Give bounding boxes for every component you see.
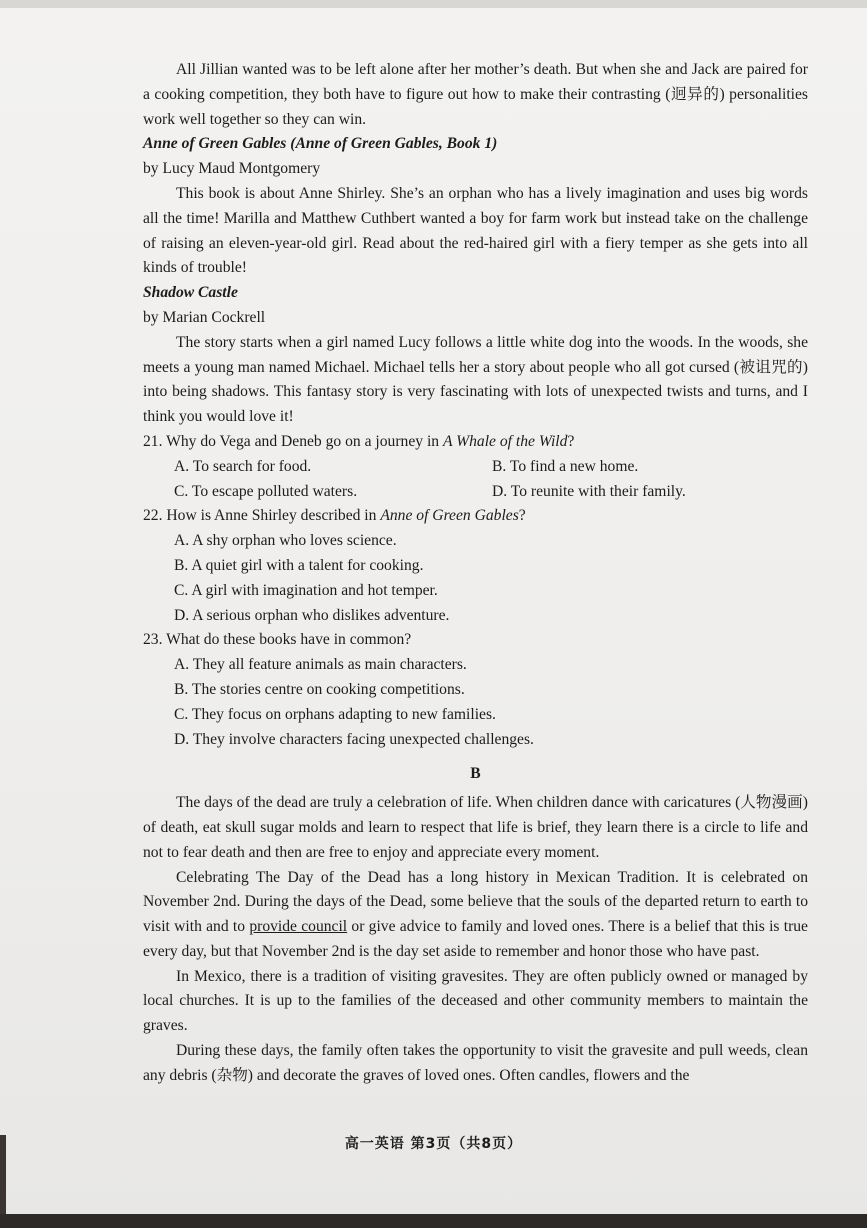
option-b: B. The stories centre on cooking competitions. xyxy=(174,680,465,698)
paragraph: During these days, the family often takes the opportunity to visit the gravesite and pull weeds, clean any debris (杂物) and decorate the graves of loved ones. Often candles, flowers and the xyxy=(143,1042,808,1084)
stem-text: 21. Why do Vega and Deneb go on a journey in xyxy=(143,432,443,450)
question-23-stem: 23. What do these books have in common? xyxy=(143,631,412,649)
paragraph: The days of the dead are truly a celebration of life. When children dance with caricatures (人物漫画) of death, eat skull sugar molds and learn to respect that life is brief, they learn there is a circle to life and not to fear death and then are free to enjoy and appreciate every moment. xyxy=(143,794,808,861)
option-a: A. They all feature animals as main characters. xyxy=(174,656,467,674)
question-21-stem xyxy=(143,430,808,455)
section-heading: B xyxy=(470,765,481,783)
underlined-phrase: provide council xyxy=(249,918,348,936)
book-description: This book is about Anne Shirley. She’s an orphan who has a lively imagination and uses big words all the time! Marilla and Matthew Cuthbert wanted a boy for farm work but instead take on the challenge of raising an eleven-year-old girl. Read about the red-haired girl with a fiery temper as she gets into all kinds of trouble! xyxy=(143,184,808,277)
scan-top-edge xyxy=(0,0,867,8)
stem-end: ? xyxy=(567,432,575,450)
paragraph: In Mexico, there is a tradition of visiting gravesites. They are often publicly owned or managed by local churches. It is up to the families of the deceased and other community members to maintain the graves. xyxy=(143,967,808,1035)
book-description: The story starts when a girl named Lucy follows a little white dog into the woods. In the woods, she meets a young man named Michael. Michael tells her a story about people who all got cursed (被诅咒的) into being shadows. This fantasy story is very fascinating with lots of unexpected twists and turns, and I think you would love it! xyxy=(143,333,808,426)
paragraph xyxy=(143,866,808,965)
option-d: D. To reunite with their family. xyxy=(492,482,686,500)
stem-book-title: Anne of Green Gables xyxy=(380,507,519,525)
page-footer: 高一英语 第3页（共8页） xyxy=(344,1136,523,1152)
option-d: D. A serious orphan who dislikes adventure. xyxy=(174,606,450,624)
option-a: A. A shy orphan who loves science. xyxy=(174,532,397,550)
paragraph: All Jillian wanted was to be left alone after her mother’s death. But when she and Jack are paired for a cooking competition, they both have to figure out how to make their contrasting (迥异的) personalities work well together so they can win. xyxy=(143,61,808,128)
stem-book-title: A Whale of the Wild xyxy=(442,432,568,450)
question-21-options-row-2 xyxy=(143,480,808,505)
question-21-options-row-1 xyxy=(143,455,808,480)
option-c: C. To escape polluted waters. xyxy=(174,482,358,500)
option-c: C. They focus on orphans adapting to new families. xyxy=(174,705,496,723)
book-title: Anne of Green Gables (Anne of Green Gables, Book 1) xyxy=(143,135,498,153)
scan-bottom-edge xyxy=(0,1214,867,1228)
book-title: Shadow Castle xyxy=(143,284,238,302)
option-c: C. A girl with imagination and hot temper. xyxy=(174,581,438,599)
book-author: by Marian Cockrell xyxy=(143,308,266,326)
page-content xyxy=(143,58,808,1089)
question-22-stem xyxy=(143,504,808,529)
paragraph-text: Celebrating The Day of the Dead has a long history in Mexican Tradition. It is celebrated on November 2nd. During the days of the Dead, some believe that the souls of the departed return to earth to visit with and to xyxy=(143,868,808,936)
option-a: A. To search for food. xyxy=(174,457,312,475)
option-b: B. To find a new home. xyxy=(492,457,639,475)
stem-text: 22. How is Anne Shirley described in xyxy=(143,507,381,525)
stem-end: ? xyxy=(518,507,526,525)
option-d: D. They involve characters facing unexpected challenges. xyxy=(174,730,534,748)
book-author: by Lucy Maud Montgomery xyxy=(143,160,321,178)
paragraph-text: or give advice to family and loved ones. There is a belief that this is true every day, but that November 2nd is the day set aside to remember and honor those who have past. xyxy=(143,918,808,960)
option-b: B. A quiet girl with a talent for cooking. xyxy=(174,556,424,574)
